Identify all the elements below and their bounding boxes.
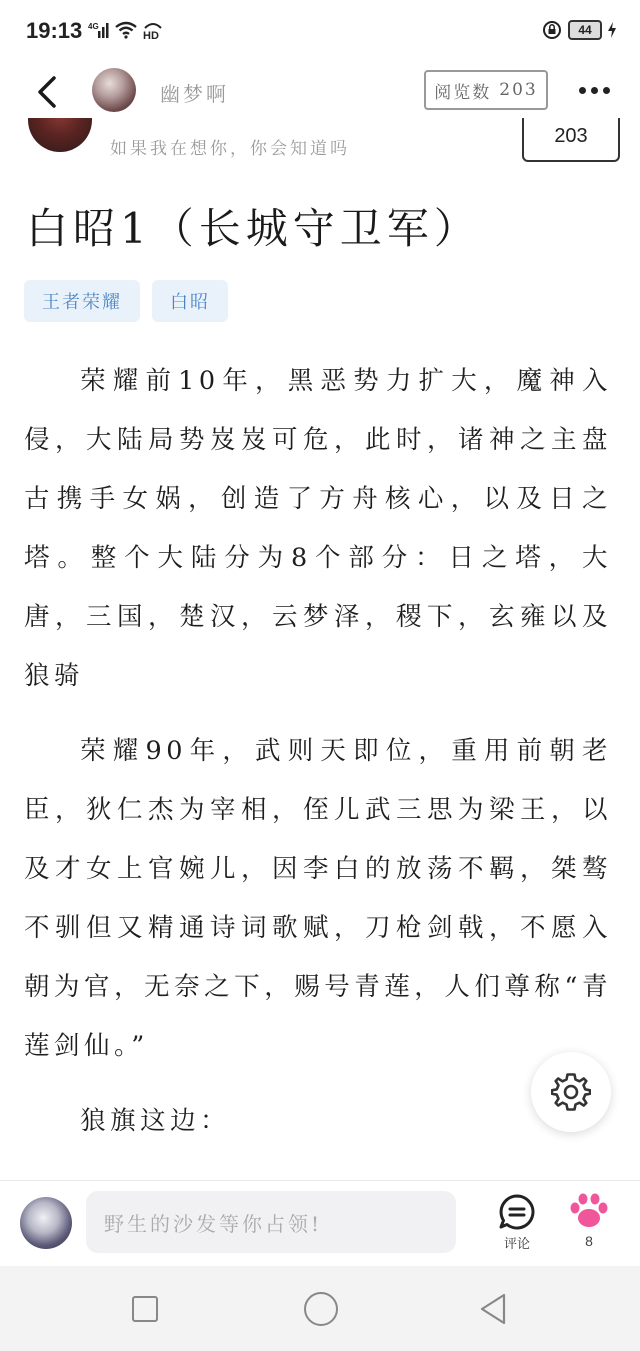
svg-text:4G: 4G — [88, 22, 99, 31]
back-button[interactable] — [30, 72, 66, 112]
author-signature: 如果我在想你，你会知道吗 — [110, 139, 350, 159]
more-dot-icon — [603, 87, 610, 94]
comment-input[interactable]: 野生的沙发等你占领! — [86, 1191, 456, 1253]
author-avatar-large[interactable] — [28, 118, 92, 152]
status-bar — [0, 0, 640, 64]
gear-icon — [551, 1072, 591, 1112]
recent-apps-button[interactable] — [132, 1296, 158, 1322]
author-avatar[interactable] — [92, 68, 136, 112]
chevron-left-icon — [30, 72, 66, 112]
article-paragraph: 狼旗这边： — [80, 1106, 231, 1136]
lock-rotation-icon — [542, 20, 562, 40]
views-label: 阅览数 — [434, 82, 492, 103]
more-options-button[interactable] — [572, 74, 616, 106]
tag-list — [24, 280, 228, 322]
views-count-box: 203 — [522, 118, 620, 162]
views-badge — [424, 70, 548, 110]
status-time: 19:13 — [26, 18, 83, 43]
comment-label: 评论 — [503, 1237, 530, 1252]
views-count: 203 — [499, 80, 538, 100]
like-button[interactable] — [566, 1191, 612, 1255]
like-count: 8 — [585, 1233, 593, 1249]
article-paragraph: 荣耀90年，武则天即位，重用前朝老臣，狄仁杰为宰相，侄儿武三思为梁王，以及才女上官婉儿，因李白的放荡不羁，桀骜不驯但又精通诗词歌赋，刀枪剑戟，不愿入朝为官，无奈之下，赐号青莲，人们尊称“青莲剑仙。” — [24, 736, 612, 1061]
reader-settings-button[interactable] — [531, 1052, 611, 1132]
user-avatar[interactable] — [20, 1197, 72, 1249]
comment-button[interactable] — [494, 1193, 540, 1255]
system-navigation-bar — [0, 1266, 640, 1351]
tag-baizhao[interactable]: 白昭 — [152, 280, 228, 322]
charging-icon — [608, 22, 616, 38]
svg-text:HD: HD — [143, 30, 159, 40]
more-dot-icon — [591, 87, 598, 94]
status-icons — [88, 20, 164, 40]
system-back-triangle-icon[interactable] — [478, 1292, 508, 1326]
comment-icon — [498, 1193, 536, 1231]
wifi-icon — [114, 21, 138, 39]
top-nav-bar — [0, 64, 640, 118]
hd-icon — [142, 20, 164, 40]
author-name[interactable]: 幽梦啊 — [160, 82, 229, 106]
author-info-strip — [0, 118, 640, 180]
article-title: 白昭1（长城守卫军） — [26, 204, 481, 253]
article-body — [24, 352, 612, 1167]
more-dot-icon — [579, 87, 586, 94]
status-right — [542, 20, 616, 40]
tag-wangzhe[interactable]: 王者荣耀 — [24, 280, 140, 322]
article-paragraph: 荣耀前10年，黑恶势力扩大，魔神入侵，大陆局势岌岌可危，此时，诸神之主盘古携手女娲，创造了方舟核心，以及日之塔。整个大陆分为8个部分：日之塔，大唐，三国，楚汉，云梦泽，稷下，玄雍以及狼骑 — [24, 366, 612, 691]
battery-indicator: 44 — [568, 20, 602, 40]
comment-bar — [0, 1180, 640, 1266]
home-button[interactable] — [304, 1292, 338, 1326]
signal-icon — [88, 21, 110, 39]
paw-icon — [569, 1191, 609, 1229]
